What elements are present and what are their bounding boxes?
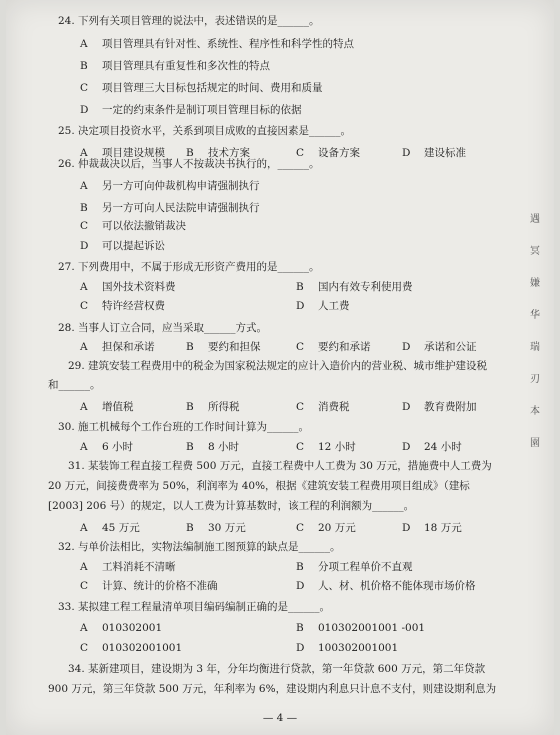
q24-option-c: C 项目管理三大目标包括规定的时间、费用和质量: [80, 82, 323, 94]
side-char: 嫌: [530, 278, 540, 289]
q29-option-a: A 增值税: [80, 401, 134, 413]
page-number: — 4 —: [262, 712, 298, 724]
question-32-stem: 32. 与单价法相比，实物法编制施工图预算的缺点是______。: [58, 541, 341, 553]
q32-option-a: A 工料消耗不清晰: [80, 561, 176, 573]
q27-option-d: D 人工费: [296, 300, 350, 312]
side-char: 刃: [530, 374, 540, 385]
q32-option-b: B 分项工程单价不直观: [296, 561, 413, 573]
q28-option-a: A 担保和承诺: [80, 341, 155, 353]
side-char: 冥: [530, 246, 540, 257]
question-24-stem: 24. 下列有关项目管理的说法中，表述错误的是______。: [58, 15, 320, 27]
question-31-stem-line3: [2003] 206 号）的规定，以人工费为计算基数时，该工程的利润额为______。: [48, 500, 415, 512]
question-25-stem: 25. 决定项目投资水平，关系到项目成败的直接因素是______。: [58, 125, 352, 137]
q26-option-c: C 可以依法撤销裁决: [80, 220, 186, 232]
side-margin-text: [528, 210, 542, 466]
q29-option-d: D 教育费附加: [402, 401, 477, 413]
q32-option-c: C 计算、统计的价格不准确: [80, 580, 218, 592]
question-29-stem-line2: 和______。: [48, 379, 101, 391]
q25-option-b: B 技术方案: [186, 147, 250, 159]
q27-option-a: A 国外技术资料费: [80, 281, 176, 293]
q26-option-a: A 另一方可向仲裁机构申请强制执行: [80, 180, 260, 192]
q30-option-a: A 6 小时: [80, 441, 134, 453]
q31-option-a: A 45 万元: [80, 522, 140, 534]
q27-option-b: B 国内有效专利使用费: [296, 281, 413, 293]
q26-option-b: B 另一方可向人民法院申请强制执行: [80, 202, 260, 214]
question-31-stem-line2: 20 万元，间接费费率为 50%，利润率为 40%，根据《建筑安装工程费用项目组成》（建标: [48, 480, 470, 492]
q31-option-b: B 30 万元: [186, 522, 246, 534]
q25-option-d: D 建设标准: [402, 147, 466, 159]
q33-option-d: D 100302001001: [296, 642, 399, 654]
side-char: 園: [530, 438, 540, 449]
q31-option-d: D 18 万元: [402, 522, 462, 534]
q25-option-c: C 设备方案: [296, 147, 360, 159]
question-33-stem: 33. 某拟建工程工程量清单项目编码编制正确的是______。: [58, 601, 331, 613]
question-26-stem: 26. 仲裁裁决以后，当事人不按裁决书执行的，______。: [58, 158, 320, 170]
q26-option-d: D 可以提起诉讼: [80, 240, 165, 252]
q24-option-d: D 一定的约束条件是制订项目管理目标的依据: [80, 104, 302, 116]
q32-option-d: D 人、材、机价格不能体现市场价格: [296, 580, 476, 592]
q33-option-c: C 010302001001: [80, 642, 183, 654]
side-char: 本: [530, 406, 540, 417]
q29-option-b: B 所得税: [186, 401, 240, 413]
q28-option-c: C 要约和承诺: [296, 341, 371, 353]
question-31-stem-line1: 31. 某装饰工程直接工程费 500 万元，直接工程费中人工费为 30 万元，措施费中人工费为: [68, 460, 492, 472]
q30-option-c: C 12 小时: [296, 441, 356, 453]
q31-option-c: C 20 万元: [296, 522, 356, 534]
side-char: 瑞: [530, 342, 540, 353]
q28-option-b: B 要约和担保: [186, 341, 261, 353]
q30-option-b: B 8 小时: [186, 441, 240, 453]
q28-option-d: D 承诺和公证: [402, 341, 477, 353]
side-char: 遇: [530, 214, 540, 225]
q30-option-d: D 24 小时: [402, 441, 462, 453]
question-34-stem-line2: 900 万元，第三年贷款 500 万元，年利率为 6%，建设期内利息只计息不支付，则建设期利息为: [48, 683, 497, 695]
side-char: 华: [530, 310, 540, 321]
q29-option-c: C 消费税: [296, 401, 350, 413]
question-30-stem: 30. 施工机械每个工作台班的工作时间计算为______。: [58, 421, 310, 433]
q33-option-a: A 010302001: [80, 622, 163, 634]
question-27-stem: 27. 下列费用中，不属于形成无形资产费用的是______。: [58, 261, 320, 273]
question-28-stem: 28. 当事人订立合同，应当采取______方式。: [58, 322, 268, 334]
question-34-stem-line1: 34. 某新建项目，建设期为 3 年，分年均衡进行贷款，第一年贷款 600 万元，第二年贷款: [68, 663, 486, 675]
q24-option-a: A 项目管理具有针对性、系统性、程序性和科学性的特点: [80, 38, 354, 50]
q24-option-b: B 项目管理具有重复性和多次性的特点: [80, 60, 270, 72]
q27-option-c: C 特许经营权费: [80, 300, 165, 312]
q33-option-b: B 010302001001 -001: [296, 622, 426, 634]
q25-option-a: A 项目建设规模: [80, 147, 165, 159]
question-29-stem-line1: 29. 建筑安装工程费用中的税金为国家税法规定的应计入造价内的营业税、城市维护建设税: [68, 360, 488, 372]
